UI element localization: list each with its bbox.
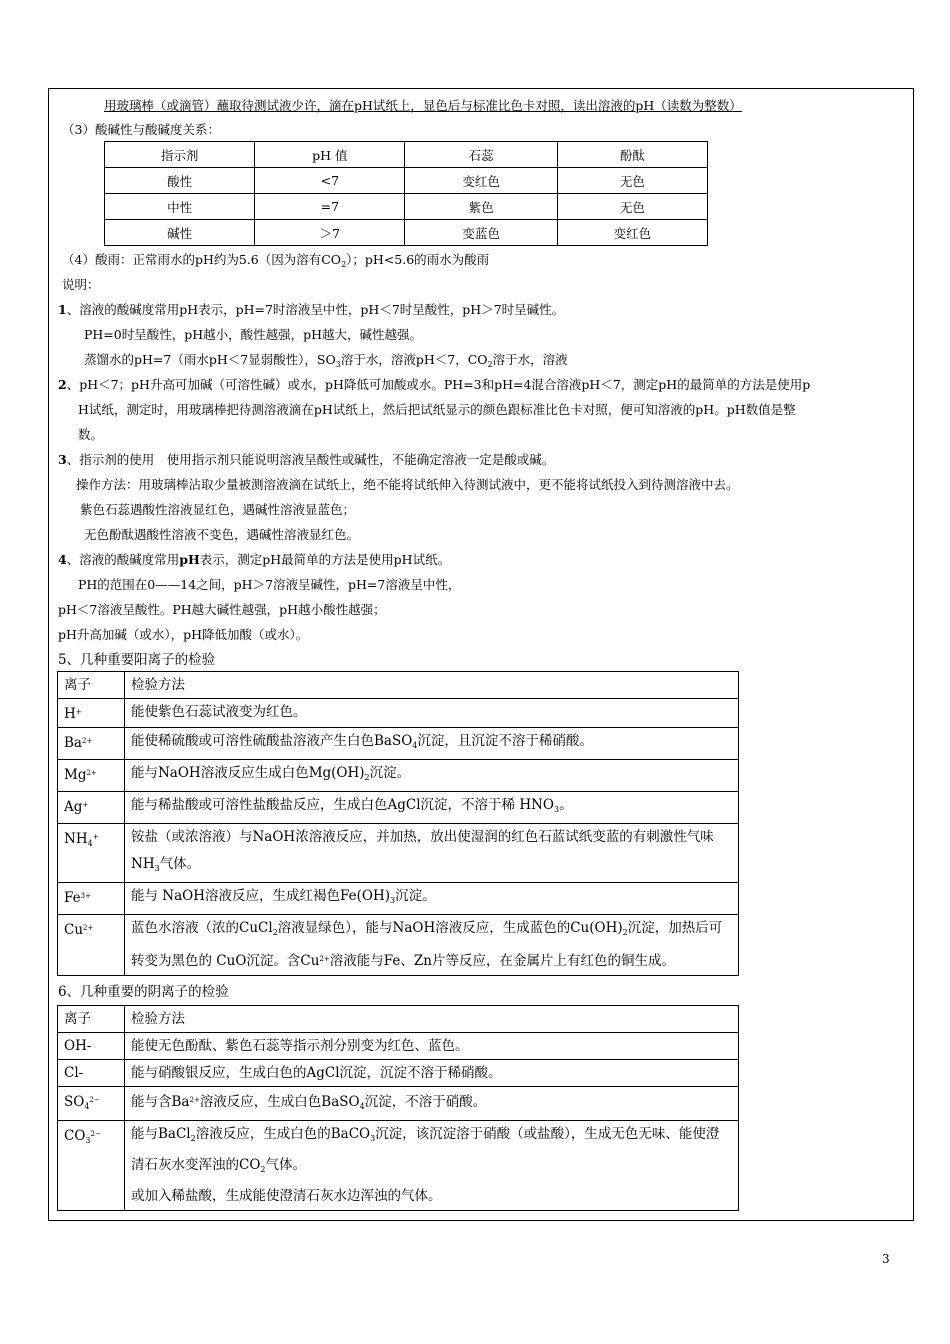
ion-charge: 3+ [80,892,91,900]
ph-cell: 中性 [105,194,255,220]
note-number: 3 [58,452,67,467]
method-cell [125,1121,739,1211]
ph-header-cell: pH 值 [255,142,405,168]
note3-line3: 紫色石蕊遇酸性溶液显红色，遇碱性溶液显蓝色； [80,502,356,517]
cation-section-title: 5、几种重要阳离子的检验 [58,652,216,668]
method-text: 气体。 [265,1157,306,1173]
method-sub: 3 [370,1134,376,1143]
method-cell [125,883,739,915]
table-row [58,915,739,976]
ph-table [104,141,708,246]
note1-line3 [84,352,568,373]
method-text: 铵盐（或浓溶液）与NaOH浓溶液反应，并加热，放出使湿润的红色石蓝试纸变蓝的有刺激性气味NH [131,829,714,872]
ion-cell [58,824,125,883]
acid-rain-text: （4）酸雨：正常雨水的pH约为5.6（因为溶有CO [62,252,342,267]
ion-symbol: H [64,706,76,722]
acid-rain-sub: 2 [341,260,347,269]
notes-label: 说明： [62,277,100,292]
method-text: 溶液能与Fe、Zn片等反应，在金属片上有红色的铜生成。 [329,953,675,969]
method-text: 溶液反应，生成白色BaSO [199,1094,360,1110]
note-text: 、指示剂的使用 使用指示剂只能说明溶液呈酸性或碱性，不能确定溶液一定是酸或碱。 [66,452,555,467]
method-sub: 3 [553,805,560,814]
table-row [58,672,739,699]
method-sup: 2+ [189,1096,200,1104]
note-text: 表示，测定pH最简单的方法是使用pH试纸。 [199,552,451,567]
anion-section-title: 6、几种重要的阴离子的检验 [58,984,229,1000]
ion-symbol: Ba [64,735,82,751]
ph-header-cell: 酚酞 [557,142,707,168]
anion-table [57,1005,739,1211]
acid-rain-text-b: ）；pH<5.6的雨水为酸雨 [346,252,490,267]
table-row [58,728,739,760]
method-cell: 能与硝酸银反应，生成白色的AgCl沉淀，沉淀不溶于稀硝酸。 [125,1060,739,1087]
method-text: 沉淀。 [395,888,436,904]
method-sub: 4 [359,1102,365,1111]
ph-header-cell: 石蕊 [405,142,557,168]
ion-cell [58,699,125,728]
ion-symbol: NH [64,831,88,847]
table-row [58,1121,739,1211]
ph-cell: 碱性 [105,220,255,246]
method-text: 能与稀盐酸或可溶性盐酸盐反应，生成白色AgCl沉淀，不溶于稀 HNO [131,797,554,813]
ion-charge: + [75,708,82,716]
ion-charge: 2+ [86,769,97,777]
ph-table-row [105,220,708,246]
ion-sub: 3 [85,1136,91,1145]
method-text: 气体。 [159,856,201,872]
method-text: 溶液反应，生成白色的BaCO [195,1126,371,1142]
ph-cell: 无色 [557,168,707,194]
note-text: 溶于水，溶液pH＜7，CO [340,352,488,367]
note-text: 、溶液的酸碱度常用pH表示，pH=7时溶液呈中性，pH＜7时呈酸性，pH＞7时呈碱性。 [66,302,565,317]
note2-line2: H试纸，测定时，用玻璃棒把待测溶液滴在pH试纸上，然后把试纸显示的颜色跟标准比色卡对照，便可知溶液的pH。pH数值是整 [78,402,796,417]
method-text: 蓝色水溶液（浓的CuCl [131,920,273,936]
method-cell [125,792,739,824]
method-text: 沉淀。 [369,765,411,781]
method-sub: 3 [154,864,160,873]
cation-table [57,671,739,976]
note-number: 2 [58,377,67,392]
ion-cell [58,1121,125,1211]
ph-cell: 变红色 [557,220,707,246]
page-number: 3 [882,1252,890,1266]
method-sub: 2 [260,1165,266,1174]
ion-cell: OH- [58,1033,125,1060]
ion-cell [58,792,125,824]
ph-table-row [105,168,708,194]
ion-symbol: SO [64,1094,85,1110]
method-text: 能与含Ba [131,1094,190,1110]
ph-table-header-row [105,142,708,168]
ph-cell: <7 [255,168,405,194]
method-text: 溶液显绿色），能与NaOH溶液反应，生成蓝色的Cu(OH) [277,920,623,936]
table-row [58,760,739,792]
note-text: 蒸馏水的pH=7（雨水pH＜7显弱酸性），SO [84,352,336,367]
method-sub: 4 [412,741,418,750]
table-row [58,1033,739,1060]
ion-sub: 4 [84,1102,90,1111]
table-row [58,699,739,728]
ion-charge: 2+ [83,924,94,932]
note4-line2: PH的范围在0——14之间，pH＞7溶液呈碱性，pH=7溶液呈中性， [78,577,461,592]
ion-charge: + [92,833,99,841]
ion-symbol: Ag [64,799,83,815]
note-number: 4 [58,552,67,567]
note4-line1 [58,552,450,568]
ion-charge: 2− [89,1096,100,1104]
note-text: 、pH＜7；pH升高可加碱（可溶性碱）或水，pH降低可加酸或水。PH=3和pH=4混合溶液pH＜7，测定pH的最简单的方法是使用p [66,377,811,392]
ion-cell: Cl- [58,1060,125,1087]
ph-cell: 变红色 [405,168,557,194]
ion-symbol: CO [64,1128,86,1144]
method-cell [125,1087,739,1121]
ion-sub: 4 [87,839,93,848]
method-text: 能与BaCl [131,1126,191,1142]
method-text: 或加入稀盐酸，生成能使澄清石灰水边浑浊的气体。 [131,1188,442,1204]
ph-cell: 紫色 [405,194,557,220]
method-cell: 能使紫色石蕊试液变为红色。 [125,699,739,728]
ion-symbol: Mg [64,767,87,783]
note3-line1 [58,452,554,468]
method-text: 沉淀，且沉淀不溶于稀硝酸。 [417,733,593,749]
method-sub: 2 [622,928,628,937]
note2-line3: 数。 [78,427,104,442]
table-row [58,1087,739,1121]
method-sub: 2 [364,773,370,782]
ion-symbol: Fe [64,890,81,906]
table-row [58,824,739,883]
section3-title: （3）酸碱性与酸碱度关系： [62,122,220,137]
note-text-bold: pH [179,552,200,567]
intro-line: 用玻璃棒（或滴管）蘸取待测试液少许，滴在pH试纸上，显色后与标准比色卡对照，读出溶液的pH（读数为整数） [104,98,742,113]
note3-line4: 无色酚酞遇酸性溶液不变色，遇碱性溶液显红色。 [84,527,360,542]
note4-line3: pH＜7溶液呈酸性。PH越大碱性越强，pH越小酸性越强； [58,602,386,617]
note2-line1 [58,377,810,393]
method-sub: 3 [390,896,396,905]
ion-cell [58,760,125,792]
header-cell: 离子 [58,1006,125,1033]
method-sub: 2 [190,1134,196,1143]
method-cell [125,760,739,792]
table-row [58,792,739,824]
ph-cell: 无色 [557,194,707,220]
note-text: 、溶液的酸碱度常用 [66,552,180,567]
table-row [58,1060,739,1087]
method-text: 能与NaOH溶液反应生成白色Mg(OH) [131,765,365,781]
ion-charge: 2+ [81,737,93,745]
ion-cell [58,915,125,976]
header-cell: 离子 [58,672,125,699]
note-sub: 2 [487,360,493,369]
note-text: 溶于水，溶液 [492,352,568,367]
ion-cell [58,728,125,760]
note4-line4: pH升高加碱（或水），pH降低加酸（或水）。 [58,627,309,642]
table-row [58,1006,739,1033]
method-text: 能与 NaOH溶液反应，生成红褐色Fe(OH) [131,888,390,904]
method-text: 。 [559,797,573,813]
ph-cell: =7 [255,194,405,220]
table-row [58,883,739,915]
ion-charge: 2− [90,1130,101,1138]
method-text: 能使稀硫酸或可溶性硫酸盐溶液产生白色BaSO [131,733,413,749]
method-text: 沉淀，加热后可转变为黑色的 CuO沉淀。含Cu [131,920,723,969]
ph-cell: 酸性 [105,168,255,194]
note3-line2: 操作方法：用玻璃棒沾取少量被测溶液滴在试纸上，绝不能将试纸伸入待测试液中，更不能将试纸投入到待测溶液中去。 [76,477,739,492]
ion-symbol: Cu [64,922,84,938]
header-cell: 检验方法 [125,672,739,699]
method-cell [125,915,739,976]
ion-cell [58,883,125,915]
ion-cell [58,1087,125,1121]
method-text: 沉淀，该沉淀溶于硝酸（或盐酸），生成无色无味、能使澄清石灰水变浑浊的CO [131,1126,720,1173]
header-cell: 检验方法 [125,1006,739,1033]
note-sub: 3 [335,360,341,369]
acid-rain-line [62,252,489,273]
note-number: 1 [58,302,67,317]
ph-header-cell: 指示剂 [105,142,255,168]
ph-cell: 变蓝色 [405,220,557,246]
method-sub: 2 [272,928,278,937]
note1-line1 [58,302,564,318]
note1-line2: PH=0时呈酸性，pH越小，酸性越强，pH越大，碱性越强。 [84,327,423,342]
ph-cell: ＞7 [255,220,405,246]
method-cell [125,824,739,883]
ion-charge: + [82,801,89,809]
method-cell: 能使无色酚酞、紫色石蕊等指示剂分别变为红色、蓝色。 [125,1033,739,1060]
method-cell [125,728,739,760]
method-text: 沉淀，不溶于硝酸。 [364,1094,487,1110]
top-rule [70,88,895,89]
ph-table-row [105,194,708,220]
method-sup: 2+ [319,955,330,963]
